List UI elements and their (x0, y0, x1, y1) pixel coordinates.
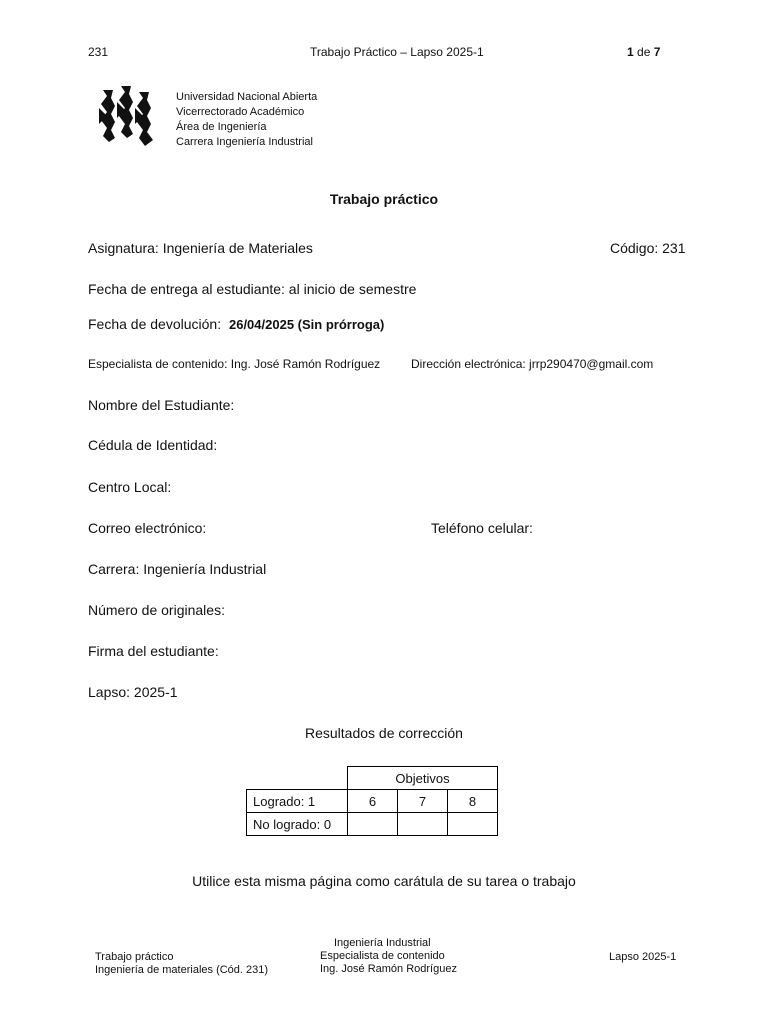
footer-right: Lapso 2025-1 (609, 951, 677, 963)
institution-line: Vicerrectorado Académico (176, 106, 305, 118)
row-label-logrado: Logrado: 1 (247, 790, 348, 813)
cedula-field: Cédula de Identidad: (88, 437, 218, 453)
results-table (246, 766, 498, 836)
institution-line: Universidad Nacional Abierta (176, 91, 318, 103)
page-sep: de (637, 45, 651, 59)
objective-6: 6 (348, 790, 398, 813)
page-total: 7 (653, 45, 661, 59)
footer-left-line: Ingeniería de materiales (Cód. 231) (95, 964, 269, 976)
lapso-field: Lapso: 2025-1 (88, 684, 178, 700)
asignatura-field: Asignatura: Ingeniería de Materiales (88, 240, 313, 256)
correo-field: Correo electrónico: (88, 520, 207, 536)
header-code: 231 (88, 45, 109, 59)
table-row (247, 767, 498, 790)
header-title: Trabajo Práctico – Lapso 2025-1 (310, 45, 484, 59)
results-title: Resultados de corrección (305, 725, 463, 741)
page-current: 1 (627, 45, 634, 59)
objectives-header: Objetivos (348, 767, 498, 790)
institution-block (176, 90, 317, 150)
table-cell-empty (348, 813, 398, 836)
fecha-devolucion-field (88, 316, 384, 332)
nombre-field: Nombre del Estudiante: (88, 397, 235, 413)
una-logo-icon (97, 86, 157, 148)
footer-center-line: Especialista de contenido (320, 950, 445, 962)
footer-left-line: Trabajo práctico (95, 951, 174, 963)
table-cell-empty (448, 813, 498, 836)
footer-left (95, 951, 268, 977)
especialista-field: Especialista de contenido: Ing. José Ramón Rodríguez (88, 357, 381, 371)
table-cell-empty (398, 813, 448, 836)
centro-local-field: Centro Local: (88, 479, 172, 495)
institution-line: Área de Ingeniería (176, 121, 267, 133)
originales-field: Número de originales: (88, 602, 225, 618)
page-number (627, 45, 660, 59)
email-field: Dirección electrónica: jrrp290470@gmail.com (411, 357, 654, 371)
footer-center-line: Ing. José Ramón Rodríguez (320, 963, 457, 975)
footer-center (320, 937, 457, 976)
document-title: Trabajo práctico (329, 191, 439, 207)
institution-line: Carrera Ingeniería Industrial (176, 136, 313, 148)
fecha-devolucion-value: 26/04/2025 (Sin prórroga) (228, 317, 385, 332)
firma-field: Firma del estudiante: (88, 643, 219, 659)
objective-8: 8 (448, 790, 498, 813)
table-row (247, 790, 498, 813)
objective-7: 7 (398, 790, 448, 813)
fecha-entrega-field: Fecha de entrega al estudiante: al inicio de semestre (88, 281, 417, 297)
row-label-no-logrado: No logrado: 0 (247, 813, 348, 836)
cover-note: Utilice esta misma página como carátula de su tarea o trabajo (192, 873, 576, 889)
table-cell-empty (247, 767, 348, 790)
table-row (247, 813, 498, 836)
carrera-field: Carrera: Ingeniería Industrial (88, 561, 267, 577)
codigo-field: Código: 231 (610, 240, 686, 256)
footer-center-line: Ingeniería Industrial (334, 937, 431, 949)
fecha-devolucion-label: Fecha de devolución: (88, 316, 222, 332)
telefono-field: Teléfono celular: (431, 520, 533, 536)
